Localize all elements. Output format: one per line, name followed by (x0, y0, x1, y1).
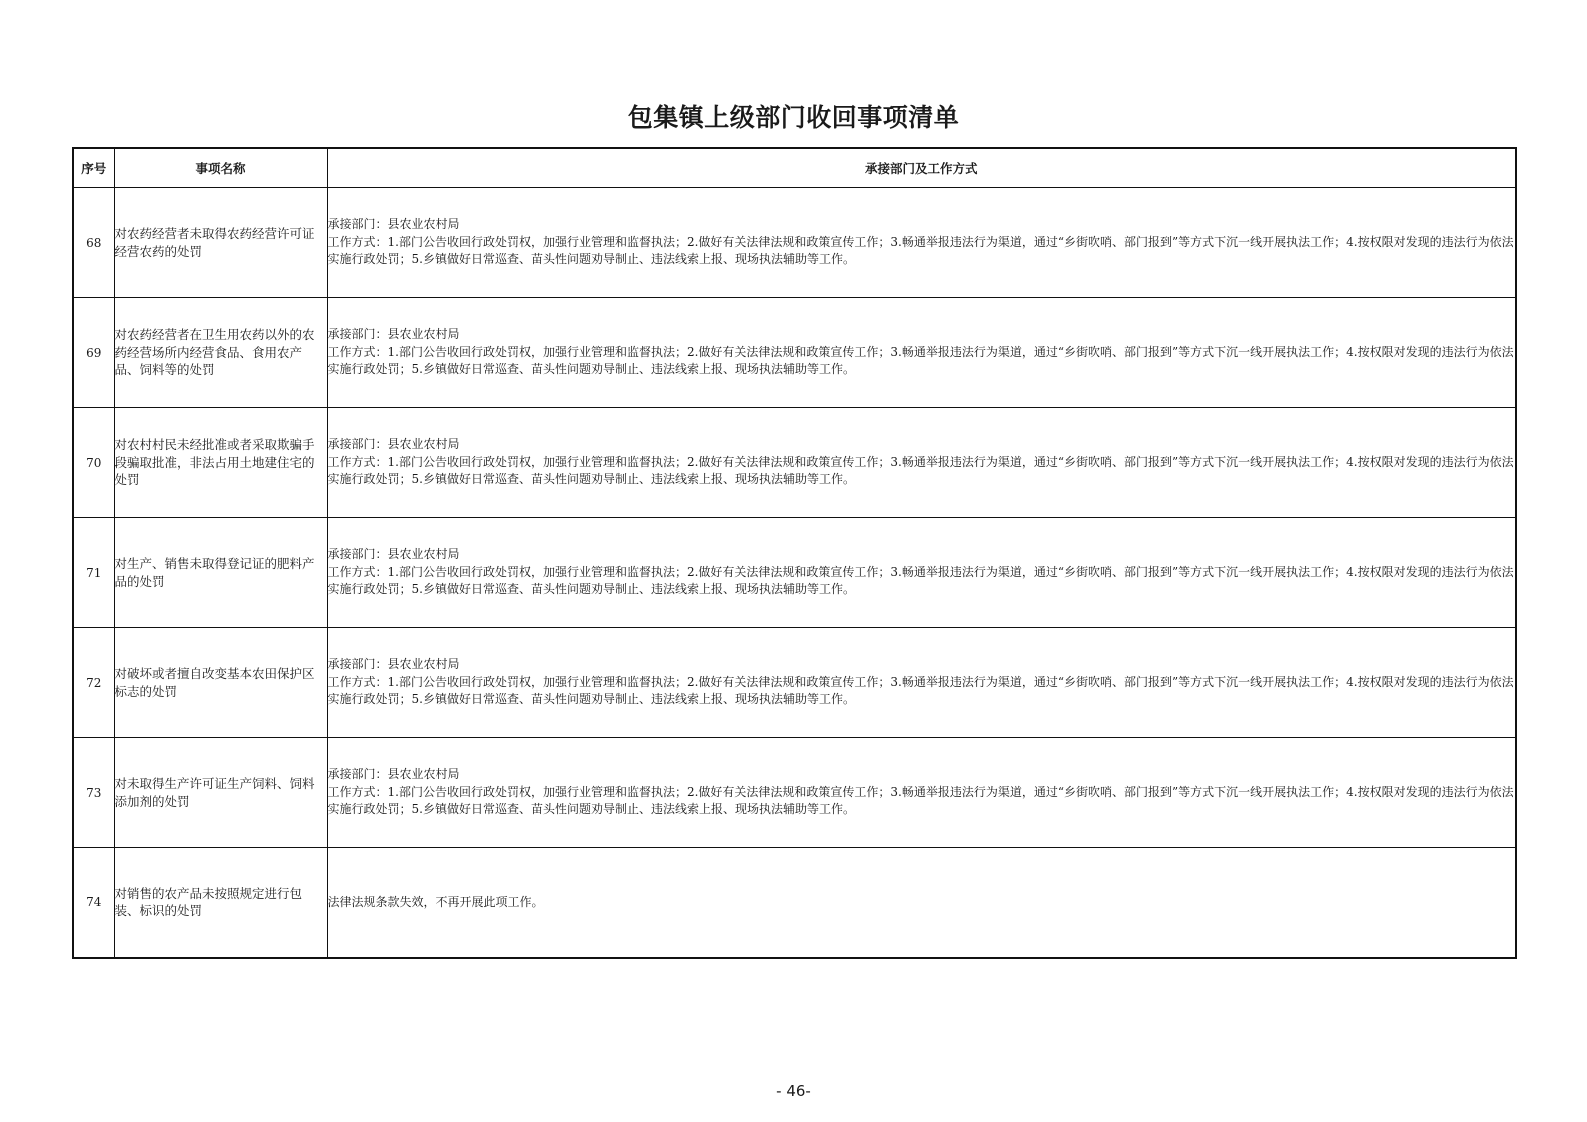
table-header-row (73, 148, 1516, 188)
row-department: 承接部门：县农业农村局 (327, 437, 460, 452)
row-department-method (327, 188, 1516, 298)
row-serial-no: 71 (73, 518, 114, 628)
table-row (73, 848, 1516, 958)
table-row (73, 738, 1516, 848)
row-matter-name: 对农药经营者未取得农药经营许可证经营农药的处罚 (114, 188, 327, 298)
row-department-method (327, 848, 1516, 958)
table-row (73, 188, 1516, 298)
table-row (73, 298, 1516, 408)
table-row (73, 628, 1516, 738)
page-number: - 46- (776, 1082, 811, 1100)
page-title: 包集镇上级部门收回事项清单 (627, 103, 960, 132)
row-work-method: 法律法规条款失效，不再开展此项工作。 (327, 894, 544, 909)
table-row (73, 518, 1516, 628)
row-work-method: 工作方式：1.部门公告收回行政处罚权，加强行业管理和监督执法；2.做好有关法律法规和政策宣传工作；3.畅通举报违法行为渠道，通过“乡街吹哨、部门报到”等方式下沉一线开展执法工作；4.按权限对发现的违法行为依法实施行政处罚；5.乡镇做好日常巡查、苗头性问题劝导制止、违法线索上报、现场执法辅助等工作。 (327, 234, 1514, 267)
row-department: 承接部门：县农业农村局 (327, 327, 460, 342)
row-matter-name: 对销售的农产品未按照规定进行包装、标识的处罚 (114, 848, 327, 958)
row-work-method: 工作方式：1.部门公告收回行政处罚权，加强行业管理和监督执法；2.做好有关法律法规和政策宣传工作；3.畅通举报违法行为渠道，通过“乡街吹哨、部门报到”等方式下沉一线开展执法工作；4.按权限对发现的违法行为依法实施行政处罚；5.乡镇做好日常巡查、苗头性问题劝导制止、违法线索上报、现场执法辅助等工作。 (327, 454, 1514, 487)
row-serial-no: 68 (73, 188, 114, 298)
row-serial-no: 74 (73, 848, 114, 958)
row-matter-name: 对农药经营者在卫生用农药以外的农药经营场所内经营食品、食用农产品、饲料等的处罚 (114, 298, 327, 408)
row-matter-name: 对生产、销售未取得登记证的肥料产品的处罚 (114, 518, 327, 628)
row-serial-no: 70 (73, 408, 114, 518)
row-work-method: 工作方式：1.部门公告收回行政处罚权，加强行业管理和监督执法；2.做好有关法律法规和政策宣传工作；3.畅通举报违法行为渠道，通过“乡街吹哨、部门报到”等方式下沉一线开展执法工作；4.按权限对发现的违法行为依法实施行政处罚；5.乡镇做好日常巡查、苗头性问题劝导制止、违法线索上报、现场执法辅助等工作。 (327, 344, 1514, 377)
row-matter-name: 对破坏或者擅自改变基本农田保护区标志的处罚 (114, 628, 327, 738)
header-matter-name: 事项名称 (114, 148, 327, 188)
row-matter-name: 对农村村民未经批准或者采取欺骗手段骗取批准，非法占用土地建住宅的处罚 (114, 408, 327, 518)
table-row (73, 408, 1516, 518)
row-department-method (327, 298, 1516, 408)
row-work-method: 工作方式：1.部门公告收回行政处罚权，加强行业管理和监督执法；2.做好有关法律法规和政策宣传工作；3.畅通举报违法行为渠道，通过“乡街吹哨、部门报到”等方式下沉一线开展执法工作；4.按权限对发现的违法行为依法实施行政处罚；5.乡镇做好日常巡查、苗头性问题劝导制止、违法线索上报、现场执法辅助等工作。 (327, 564, 1514, 597)
row-work-method: 工作方式：1.部门公告收回行政处罚权，加强行业管理和监督执法；2.做好有关法律法规和政策宣传工作；3.畅通举报违法行为渠道，通过“乡街吹哨、部门报到”等方式下沉一线开展执法工作；4.按权限对发现的违法行为依法实施行政处罚；5.乡镇做好日常巡查、苗头性问题劝导制止、违法线索上报、现场执法辅助等工作。 (327, 784, 1514, 817)
row-department: 承接部门：县农业农村局 (327, 767, 460, 782)
row-department: 承接部门：县农业农村局 (327, 547, 460, 562)
row-department-method (327, 628, 1516, 738)
matters-table (72, 147, 1517, 959)
row-work-method: 工作方式：1.部门公告收回行政处罚权，加强行业管理和监督执法；2.做好有关法律法规和政策宣传工作；3.畅通举报违法行为渠道，通过“乡街吹哨、部门报到”等方式下沉一线开展执法工作；4.按权限对发现的违法行为依法实施行政处罚；5.乡镇做好日常巡查、苗头性问题劝导制止、违法线索上报、现场执法辅助等工作。 (327, 674, 1514, 707)
row-department: 承接部门：县农业农村局 (327, 217, 460, 232)
row-serial-no: 73 (73, 738, 114, 848)
row-serial-no: 72 (73, 628, 114, 738)
row-department-method (327, 518, 1516, 628)
row-department-method (327, 408, 1516, 518)
header-serial-no: 序号 (73, 148, 114, 188)
row-matter-name: 对未取得生产许可证生产饲料、饲料添加剂的处罚 (114, 738, 327, 848)
row-department-method (327, 738, 1516, 848)
row-serial-no: 69 (73, 298, 114, 408)
row-department: 承接部门：县农业农村局 (327, 657, 460, 672)
header-department-method: 承接部门及工作方式 (327, 148, 1516, 188)
